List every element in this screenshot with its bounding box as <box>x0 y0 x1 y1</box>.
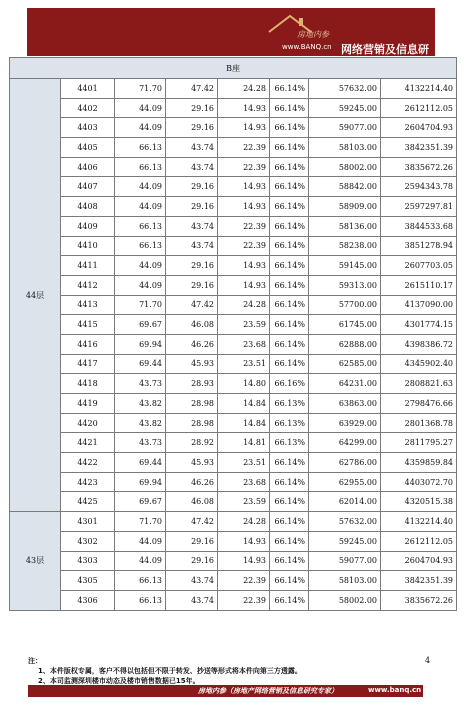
footer-url: www.banq.cn <box>368 686 422 694</box>
unit-number-cell: 4421 <box>61 433 115 453</box>
table-row <box>10 354 457 374</box>
table-cell: 66.14% <box>270 138 309 158</box>
table-cell: 3844533.68 <box>381 216 457 236</box>
table-cell: 69.67 <box>115 315 166 335</box>
table-cell: 57700.00 <box>309 295 381 315</box>
table-cell: 3835672.26 <box>381 157 457 177</box>
unit-number-cell: 4306 <box>61 590 115 610</box>
table-cell: 43.74 <box>166 571 218 591</box>
table-cell: 3851278.94 <box>381 236 457 256</box>
table-cell: 66.14% <box>270 157 309 177</box>
table-row <box>10 472 457 492</box>
table-cell: 58002.00 <box>309 590 381 610</box>
table-cell: 2604704.93 <box>381 118 457 138</box>
table-row <box>10 236 457 256</box>
table-cell: 24.28 <box>218 295 270 315</box>
table-cell: 29.16 <box>166 98 218 118</box>
table-cell: 71.70 <box>115 512 166 532</box>
table-cell: 57632.00 <box>309 512 381 532</box>
table-cell: 66.14% <box>270 295 309 315</box>
table-cell: 66.13 <box>115 236 166 256</box>
table-row <box>10 138 457 158</box>
table-cell: 29.16 <box>166 177 218 197</box>
table-cell: 14.93 <box>218 531 270 551</box>
table-cell: 43.74 <box>166 216 218 236</box>
table-row <box>10 531 457 551</box>
table-cell: 69.44 <box>115 453 166 473</box>
table-cell: 44.09 <box>115 551 166 571</box>
note-title: 注： <box>28 657 42 665</box>
table-cell: 66.14% <box>270 79 309 99</box>
table-cell: 4398386.72 <box>381 334 457 354</box>
table-cell: 29.16 <box>166 551 218 571</box>
table-cell: 2798476.66 <box>381 394 457 414</box>
table-cell: 57632.00 <box>309 79 381 99</box>
unit-number-cell: 4415 <box>61 315 115 335</box>
table-cell: 47.42 <box>166 512 218 532</box>
table-cell: 14.81 <box>218 433 270 453</box>
table-cell: 66.14% <box>270 512 309 532</box>
table-cell: 58103.00 <box>309 138 381 158</box>
table-cell: 62955.00 <box>309 472 381 492</box>
table-row <box>10 590 457 610</box>
table-cell: 66.14% <box>270 571 309 591</box>
table-cell: 43.73 <box>115 374 166 394</box>
table-cell: 22.39 <box>218 157 270 177</box>
table-cell: 66.14% <box>270 177 309 197</box>
table-cell: 47.42 <box>166 79 218 99</box>
table-cell: 14.93 <box>218 256 270 276</box>
table-cell: 22.39 <box>218 236 270 256</box>
table-row <box>10 512 457 532</box>
table-cell: 23.68 <box>218 334 270 354</box>
banner-title: 网络营销及信息研 <box>341 43 429 56</box>
table-row <box>10 98 457 118</box>
table-cell: 66.13 <box>115 138 166 158</box>
table-cell: 44.09 <box>115 197 166 217</box>
table-cell: 58238.00 <box>309 236 381 256</box>
table-row <box>10 374 457 394</box>
table-cell: 29.16 <box>166 275 218 295</box>
table-cell: 66.13 <box>115 157 166 177</box>
table-cell: 66.14% <box>270 197 309 217</box>
unit-number-cell: 4420 <box>61 413 115 433</box>
table-cell: 23.59 <box>218 492 270 512</box>
unit-number-cell: 4410 <box>61 236 115 256</box>
table-cell: 28.93 <box>166 374 218 394</box>
table-cell: 61745.00 <box>309 315 381 335</box>
table-cell: 66.13% <box>270 394 309 414</box>
table-row <box>10 315 457 335</box>
table-cell: 2607703.05 <box>381 256 457 276</box>
table-cell: 46.08 <box>166 492 218 512</box>
table-cell: 66.13 <box>115 216 166 236</box>
note-2: 2、本司监测深圳楼市动态及楼市销售数据已15年。 <box>38 677 200 685</box>
table-cell: 3842351.39 <box>381 571 457 591</box>
table-row <box>10 433 457 453</box>
floor-label: 44层 <box>10 79 61 512</box>
table-cell: 62786.00 <box>309 453 381 473</box>
table-row <box>10 216 457 236</box>
table-cell: 2597297.81 <box>381 197 457 217</box>
unit-number-cell: 4417 <box>61 354 115 374</box>
table-cell: 66.14% <box>270 492 309 512</box>
table-cell: 44.09 <box>115 98 166 118</box>
table-cell: 69.94 <box>115 472 166 492</box>
unit-number-cell: 4409 <box>61 216 115 236</box>
table-cell: 47.42 <box>166 295 218 315</box>
table-cell: 64299.00 <box>309 433 381 453</box>
table-cell: 66.13% <box>270 433 309 453</box>
unit-number-cell: 4413 <box>61 295 115 315</box>
unit-number-cell: 4406 <box>61 157 115 177</box>
table-cell: 3835672.26 <box>381 590 457 610</box>
table-cell: 43.74 <box>166 590 218 610</box>
unit-number-cell: 4425 <box>61 492 115 512</box>
table-cell: 28.98 <box>166 394 218 414</box>
table-row <box>10 394 457 414</box>
table-cell: 58136.00 <box>309 216 381 236</box>
table-cell: 59245.00 <box>309 98 381 118</box>
table-cell: 4403072.70 <box>381 472 457 492</box>
table-cell: 28.98 <box>166 413 218 433</box>
building-header: B座 <box>10 58 457 79</box>
table-cell: 4137090.00 <box>381 295 457 315</box>
table-cell: 22.39 <box>218 138 270 158</box>
table-cell: 58002.00 <box>309 157 381 177</box>
table-cell: 46.26 <box>166 334 218 354</box>
table-cell: 44.09 <box>115 531 166 551</box>
table-row <box>10 413 457 433</box>
table-cell: 45.93 <box>166 354 218 374</box>
table-row <box>10 197 457 217</box>
footer-bar <box>28 685 423 697</box>
table-cell: 4132214.40 <box>381 79 457 99</box>
note-1: 1、本件版权专属，客户不得以包括但不限于转发、抄送等形式将本件向第三方透露。 <box>38 667 302 675</box>
table-cell: 66.14% <box>270 216 309 236</box>
unit-number-cell: 4402 <box>61 98 115 118</box>
table-cell: 29.16 <box>166 531 218 551</box>
table-cell: 69.67 <box>115 492 166 512</box>
unit-number-cell: 4418 <box>61 374 115 394</box>
table-row <box>10 295 457 315</box>
header-banner <box>27 8 435 56</box>
table-cell: 44.09 <box>115 177 166 197</box>
table-cell: 22.39 <box>218 216 270 236</box>
table-cell: 66.14% <box>270 315 309 335</box>
table-cell: 43.82 <box>115 413 166 433</box>
table-cell: 66.14% <box>270 118 309 138</box>
table-cell: 43.74 <box>166 236 218 256</box>
table-cell: 62888.00 <box>309 334 381 354</box>
table-cell: 23.59 <box>218 315 270 335</box>
table-cell: 66.14% <box>270 256 309 276</box>
table-cell: 66.13 <box>115 590 166 610</box>
table-cell: 66.14% <box>270 98 309 118</box>
table-cell: 62585.00 <box>309 354 381 374</box>
table-cell: 66.14% <box>270 551 309 571</box>
table-row <box>10 571 457 591</box>
table-cell: 66.14% <box>270 236 309 256</box>
table-cell: 46.08 <box>166 315 218 335</box>
unit-number-cell: 4305 <box>61 571 115 591</box>
table-cell: 14.93 <box>218 118 270 138</box>
table-row <box>10 551 457 571</box>
table-cell: 58103.00 <box>309 571 381 591</box>
table-cell: 64231.00 <box>309 374 381 394</box>
table-cell: 23.51 <box>218 453 270 473</box>
table-cell: 2811795.27 <box>381 433 457 453</box>
table-row <box>10 453 457 473</box>
page-number: 4 <box>425 656 431 665</box>
sales-table <box>9 57 457 611</box>
table-cell: 66.14% <box>270 354 309 374</box>
table-cell: 2604704.93 <box>381 551 457 571</box>
table-cell: 4320515.38 <box>381 492 457 512</box>
unit-number-cell: 4401 <box>61 79 115 99</box>
unit-number-cell: 4422 <box>61 453 115 473</box>
table-cell: 58842.00 <box>309 177 381 197</box>
table-cell: 44.09 <box>115 275 166 295</box>
table-cell: 22.39 <box>218 590 270 610</box>
table-cell: 4359859.84 <box>381 453 457 473</box>
table-row <box>10 256 457 276</box>
unit-number-cell: 4407 <box>61 177 115 197</box>
table-row <box>10 157 457 177</box>
table-row <box>10 334 457 354</box>
table-cell: 59145.00 <box>309 256 381 276</box>
table-cell: 43.73 <box>115 433 166 453</box>
banner-brand: 房地内参 <box>297 30 329 39</box>
table-cell: 71.70 <box>115 295 166 315</box>
table-cell: 24.28 <box>218 79 270 99</box>
table-cell: 2612112.05 <box>381 531 457 551</box>
table-cell: 59077.00 <box>309 551 381 571</box>
table-cell: 4345902.40 <box>381 354 457 374</box>
table-cell: 14.93 <box>218 275 270 295</box>
table-cell: 14.93 <box>218 98 270 118</box>
table-cell: 66.14% <box>270 472 309 492</box>
unit-number-cell: 4411 <box>61 256 115 276</box>
table-cell: 43.74 <box>166 157 218 177</box>
unit-number-cell: 4302 <box>61 531 115 551</box>
table-cell: 2801368.78 <box>381 413 457 433</box>
table-cell: 66.14% <box>270 590 309 610</box>
table-cell: 29.16 <box>166 256 218 276</box>
table-cell: 23.68 <box>218 472 270 492</box>
table-cell: 29.16 <box>166 197 218 217</box>
table-row <box>10 492 457 512</box>
table-cell: 59077.00 <box>309 118 381 138</box>
table-row <box>10 79 457 99</box>
table-cell: 66.14% <box>270 531 309 551</box>
table-cell: 66.14% <box>270 453 309 473</box>
table-cell: 14.84 <box>218 394 270 414</box>
table-cell: 44.09 <box>115 118 166 138</box>
table-header-row <box>10 58 457 79</box>
table-cell: 14.93 <box>218 177 270 197</box>
banner-url: www.BANQ.cn <box>282 43 332 51</box>
table-cell: 43.82 <box>115 394 166 414</box>
unit-number-cell: 4412 <box>61 275 115 295</box>
table-cell: 63929.00 <box>309 413 381 433</box>
unit-number-cell: 4303 <box>61 551 115 571</box>
table-cell: 2615110.17 <box>381 275 457 295</box>
table-cell: 28.92 <box>166 433 218 453</box>
table-cell: 23.51 <box>218 354 270 374</box>
table-cell: 4301774.15 <box>381 315 457 335</box>
table-row <box>10 118 457 138</box>
table-cell: 69.44 <box>115 354 166 374</box>
table-cell: 24.28 <box>218 512 270 532</box>
table-cell: 66.16% <box>270 374 309 394</box>
table-cell: 29.16 <box>166 118 218 138</box>
table-row <box>10 177 457 197</box>
unit-number-cell: 4423 <box>61 472 115 492</box>
table-cell: 59313.00 <box>309 275 381 295</box>
table-cell: 63863.00 <box>309 394 381 414</box>
table-cell: 14.93 <box>218 551 270 571</box>
table-cell: 14.84 <box>218 413 270 433</box>
table-cell: 66.13 <box>115 571 166 591</box>
table-row <box>10 275 457 295</box>
table-cell: 46.26 <box>166 472 218 492</box>
table-cell: 44.09 <box>115 256 166 276</box>
table-cell: 14.80 <box>218 374 270 394</box>
floor-label: 43层 <box>10 512 61 610</box>
table-cell: 22.39 <box>218 571 270 591</box>
unit-number-cell: 4301 <box>61 512 115 532</box>
table-cell: 66.14% <box>270 275 309 295</box>
footer-brand: 房地内参（房地产网络营销及信息研究专家） <box>198 687 338 695</box>
unit-number-cell: 4416 <box>61 334 115 354</box>
table-cell: 14.93 <box>218 197 270 217</box>
table-cell: 2594343.78 <box>381 177 457 197</box>
table-cell: 58909.00 <box>309 197 381 217</box>
table-cell: 2808821.63 <box>381 374 457 394</box>
table-cell: 66.14% <box>270 334 309 354</box>
unit-number-cell: 4403 <box>61 118 115 138</box>
table-cell: 3842351.39 <box>381 138 457 158</box>
table-cell: 71.70 <box>115 79 166 99</box>
table-cell: 66.13% <box>270 413 309 433</box>
unit-number-cell: 4405 <box>61 138 115 158</box>
table-cell: 59245.00 <box>309 531 381 551</box>
unit-number-cell: 4419 <box>61 394 115 414</box>
table-cell: 62014.00 <box>309 492 381 512</box>
table-cell: 69.94 <box>115 334 166 354</box>
table-cell: 2612112.05 <box>381 98 457 118</box>
unit-number-cell: 4408 <box>61 197 115 217</box>
table-cell: 43.74 <box>166 138 218 158</box>
table-cell: 45.93 <box>166 453 218 473</box>
table-cell: 4132214.40 <box>381 512 457 532</box>
